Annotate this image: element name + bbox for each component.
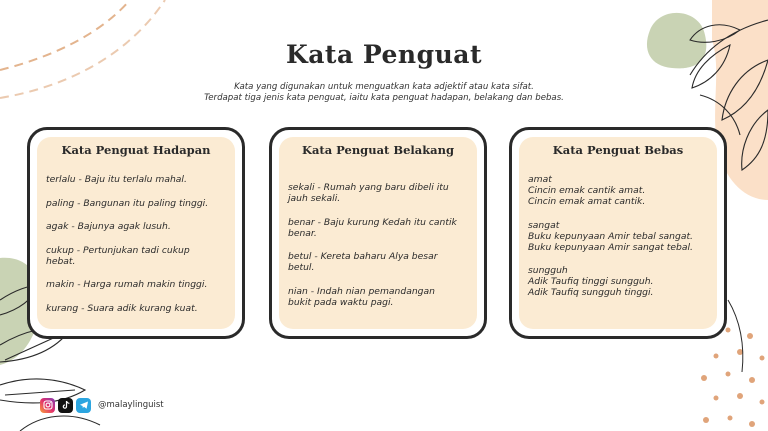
curve-lineart-right — [728, 300, 743, 372]
entry-line: paling - Bangunan itu paling tinggi. — [46, 197, 209, 209]
page-subtitle — [0, 82, 768, 104]
entry-line: sekali - Rumah yang baru dibeli itu — [288, 182, 449, 193]
entry-line: amat — [528, 174, 552, 185]
entry-line: kurang - Suara adik kurang kuat. — [46, 302, 198, 314]
example-entry — [288, 182, 472, 204]
tiktok-icon[interactable] — [58, 398, 73, 413]
card-entries — [288, 182, 472, 320]
subtitle-line: Kata yang digunakan untuk menguatkan kata adjektif atau kata sifat. — [234, 82, 534, 92]
card-title: Kata Penguat Bebas — [552, 143, 684, 157]
entry-line: terlalu - Baju itu terlalu mahal. — [46, 174, 187, 185]
entry-line: sangat — [528, 219, 560, 231]
example-entry — [46, 198, 230, 209]
example-entry — [46, 174, 230, 185]
entry-line: jauh sekali. — [288, 193, 341, 204]
card-kata-penguat-bebas — [509, 127, 727, 339]
example-entry — [528, 174, 712, 207]
card-entries — [46, 174, 230, 326]
entry-line: benar - Baju kurung Kedah itu cantik — [288, 216, 457, 228]
entry-line: Cincin emak cantik amat. — [528, 185, 646, 196]
example-entry — [288, 251, 472, 273]
example-entry — [46, 221, 230, 232]
instagram-icon[interactable] — [40, 398, 55, 413]
entry-line: betul - Kereta baharu Alya besar — [288, 251, 438, 262]
example-entry — [288, 217, 472, 239]
entry-line: Buku kepunyaan Amir sangat tebal. — [528, 241, 693, 253]
entry-line: makin - Harga rumah makin tinggi. — [46, 279, 208, 290]
entry-line: Cincin emak amat cantik. — [528, 196, 646, 207]
card-title: Kata Penguat Belakang — [301, 143, 455, 157]
page-title: Kata Penguat — [286, 40, 482, 69]
card-kata-penguat-belakang — [269, 127, 487, 339]
entry-line: Adik Taufiq tinggi sungguh. — [528, 276, 654, 287]
telegram-icon[interactable] — [76, 398, 91, 413]
entry-line: nian - Indah nian pemandangan — [288, 285, 435, 297]
card-entries — [528, 174, 712, 311]
card-title: Kata Penguat Hadapan — [61, 143, 211, 157]
example-entry — [288, 286, 472, 308]
entry-line: sungguh — [528, 265, 568, 276]
entry-line: bukit pada waktu pagi. — [288, 296, 394, 308]
entry-line: agak - Bajunya agak lusuh. — [46, 221, 171, 232]
example-entry — [528, 220, 712, 253]
card-kata-penguat-hadapan — [27, 127, 245, 339]
subtitle-line: Terdapat tiga jenis kata penguat, iaitu kata penguat hadapan, belakang dan bebas. — [204, 93, 564, 103]
social-bar — [40, 397, 164, 413]
entry-line: benar. — [288, 227, 317, 239]
entry-line: Buku kepunyaan Amir tebal sangat. — [528, 230, 693, 242]
example-entry — [46, 303, 230, 314]
example-entry — [46, 279, 230, 290]
example-entry — [528, 265, 712, 298]
entry-line: hebat. — [46, 255, 76, 267]
entry-line: betul. — [288, 262, 315, 273]
social-handle[interactable]: @malaylinguist — [98, 400, 164, 410]
dot-pattern — [701, 328, 765, 428]
entry-line: Adik Taufiq sungguh tinggi. — [528, 287, 654, 298]
entry-line: cukup - Pertunjukan tadi cukup — [46, 244, 190, 256]
example-entry — [46, 245, 230, 267]
